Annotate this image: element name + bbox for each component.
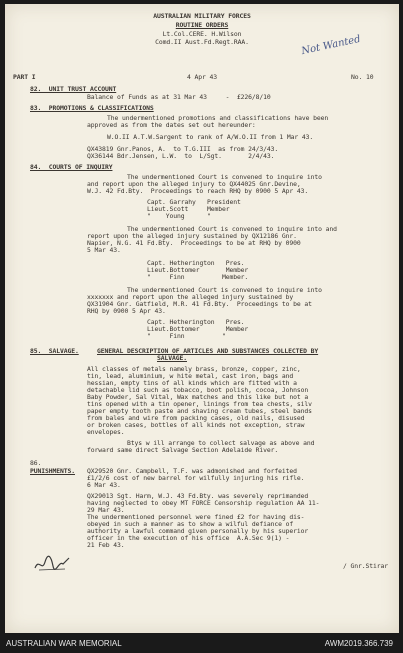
order-line: tin, lead, aluminium, w hite metal, cast iron, bags and — [87, 372, 294, 380]
order-line: Lieut.Bottomer Member — [147, 325, 249, 333]
order-line: Btys w ill arrange to collect salvage as above and — [127, 439, 315, 447]
order-line: All classes of metals namely brass, bronze, copper, zinc, — [87, 365, 301, 373]
header-unit: Comd.II Aust.Fd.Regt.RAA. — [155, 38, 249, 46]
order-line: GENERAL DESCRIPTION OF ARTICLES AND SUBSTANCES COLLECTED BY — [97, 347, 319, 355]
order-line: 86. — [30, 459, 42, 467]
order-line: Lieut.Bottomer Member — [147, 266, 249, 274]
order-line: Capt. Hetherington Pres. — [147, 318, 245, 326]
order-line: The undermentioned Court is convened to inquire into — [127, 173, 322, 181]
order-line: xxxxxxx and report upon the alleged injury sustained by — [87, 293, 294, 301]
header-force: AUSTRALIAN MILITARY FORCES — [153, 12, 251, 20]
order-line: obeyed in such a manner as to show a wilful defiance of — [87, 520, 294, 528]
signature — [33, 552, 71, 574]
document-page — [5, 4, 399, 633]
order-line: QX43819 Gnr.Panos, A. to T.G.III as from 24/3/43. — [87, 145, 279, 153]
order-line: The undermentioned promotions and classifications have been — [107, 114, 329, 122]
order-line: envelopes. — [87, 428, 125, 436]
order-line: or broken cases, bottles of all kinds not exception, straw — [87, 421, 305, 429]
order-line: SALVAGE. — [157, 354, 187, 362]
order-line: Baby Powder, Sal Vital, Wax matches and this like but not a — [87, 393, 309, 401]
handwritten-annotation: Not Wanted — [300, 33, 362, 58]
order-line: paper empty tooth paste and shaving cream tubes, steel bands — [87, 407, 312, 415]
order-line: tins opened with a tin opener, linings from tea chests, silv — [87, 400, 312, 408]
order-line: Napier, N.G. 41 Fd.Bty. Proceedings to be at RHQ by 0900 — [87, 239, 301, 247]
order-line: PUNISHMENTS. — [30, 467, 75, 475]
order-line: report upon the alleged injury sustained by QX12186 Gnr. — [87, 232, 297, 240]
order-line: having neglected to obey MT FORCE Censorship regulation AA 11- — [87, 499, 320, 507]
header-commander: Lt.Col.CERE. H.Wilson — [162, 30, 242, 38]
order-line: " Finn " — [147, 332, 226, 340]
part-label: PART I — [13, 73, 36, 81]
order-line: approved as from the dates set out hereunder: — [87, 121, 256, 129]
order-line: and report upon the alleged injury to QX44025 Gnr.Devine, — [87, 180, 301, 188]
order-line: officer in the execution of his office A.A.Sec 9(1) - — [87, 534, 290, 542]
order-line: W.J. 42 Fd.Bty. Proceedings to reach RHQ by 0900 5 Apr 43. — [87, 187, 309, 195]
order-line: 84. COURTS OF INQUIRY — [30, 163, 113, 171]
order-line: hessian, empty tins of all kinds which are fitted with a — [87, 379, 297, 387]
order-line: £1/2/6 cost of new barrel for wilfully injuring his rifle. — [87, 474, 305, 482]
order-line: QX31904 Gnr. Gatfield, M.R. 41 Fd.Bty. Proceedings to be at — [87, 300, 312, 308]
order-line: W.O.II A.T.W.Sargent to rank of A/W.O.II from 1 Mar 43. — [107, 133, 314, 141]
order-line: authority a lawful command given personally by his superior — [87, 527, 309, 535]
order-line: forward same direct Salvage Section Adelaide River. — [87, 446, 279, 454]
order-line: QX29520 Gnr. Campbell, T.F. was admonished and forfeited — [87, 467, 297, 475]
order-line: The undermentioned personnel were fined £2 for having dis- — [87, 513, 305, 521]
order-line: 21 Feb 43. — [87, 541, 125, 549]
archive-footer — [0, 633, 403, 653]
order-line: 82. UNIT TRUST ACCOUNT — [30, 85, 117, 93]
order-line: 6 Mar 43. — [87, 481, 121, 489]
order-line: RHQ by 0900 5 Apr 43. — [87, 307, 166, 315]
order-line: The undermentioned Court is convened to inquire into — [127, 286, 322, 294]
order-line: 29 Mar 43. — [87, 506, 125, 514]
header-routine-orders: ROUTINE ORDERS — [175, 21, 229, 29]
order-line: Capt. Hetherington Pres. — [147, 259, 245, 267]
order-line: Balance of Funds as at 31 Mar 43 - £226/8/10 — [87, 93, 271, 101]
order-line: detachable lid such as tobacco, boot polish, cocoa, Johnson — [87, 386, 309, 394]
order-line: " Young " — [147, 212, 211, 220]
order-date: 4 Apr 43 — [187, 73, 217, 81]
order-line: Capt. Garrahy President — [147, 198, 241, 206]
order-number: No. 10 — [351, 73, 374, 81]
order-line: / Gnr.Stirar — [343, 562, 388, 570]
order-line: QX36144 Bdr.Jensen, L.W. to L/Sgt. 2/4/43. — [87, 152, 275, 160]
order-line: 83. PROMOTIONS & CLASSIFICATIONS — [30, 104, 154, 112]
order-line: from bales and wire from packing cases, old nails, disused — [87, 414, 305, 422]
order-line: 5 Mar 43. — [87, 246, 121, 254]
footer-source: AUSTRALIAN WAR MEMORIAL — [6, 639, 122, 648]
order-line: " Finn Member. — [147, 273, 249, 281]
order-line: Lieut.Scott Member — [147, 205, 230, 213]
order-line: The undermentioned Court is convened to inquire into and — [127, 225, 337, 233]
order-line: QX29013 Sgt. Harm, W.J. 43 Fd.Bty. was severely reprimanded — [87, 492, 309, 500]
order-line: 85. SALVAGE. — [30, 347, 79, 355]
footer-accession: AWM2019.366.739 — [324, 639, 393, 648]
